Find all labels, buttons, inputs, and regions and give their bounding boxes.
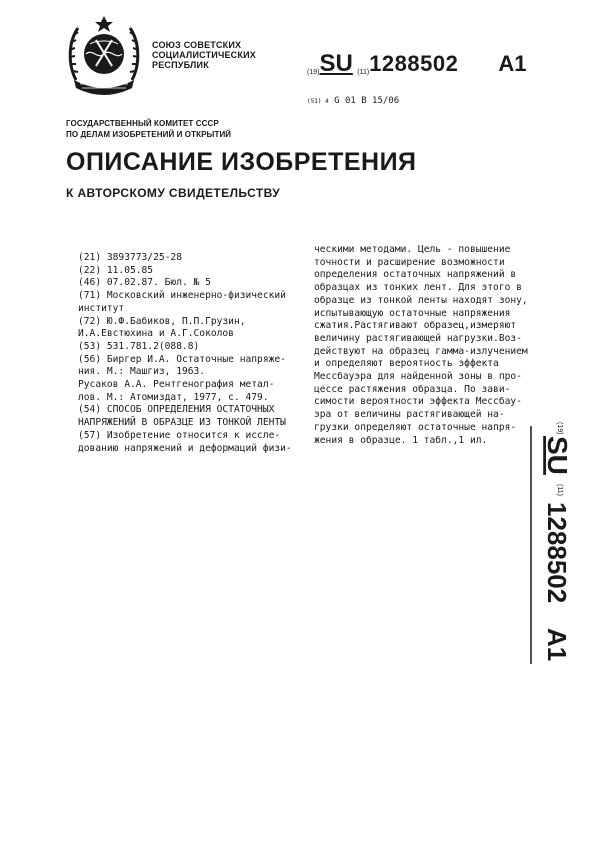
column-line: симости вероятности эффекта Мессбау- <box>314 396 522 408</box>
column-line: (71) Московский инженерно-физический <box>78 290 286 302</box>
country-name-line: СОЦИАЛИСТИЧЕСКИХ <box>152 50 256 60</box>
column-line: (21) 3893773/25-28 <box>78 252 182 263</box>
country-code-label: (19) <box>307 69 320 76</box>
column-line: определения остаточных напряжений в <box>314 269 517 281</box>
document-kind: A1 <box>498 51 527 76</box>
country-code: SU <box>319 50 353 77</box>
column-line: величину растягивающей нагрузки.Воз- <box>314 332 522 344</box>
ipc-code-label: (51) 4 <box>307 98 329 105</box>
column-line: (53) 531.781.2(088.8) <box>78 340 200 352</box>
country-name-line: РЕСПУБЛИК <box>152 60 209 70</box>
country-name <box>152 40 256 70</box>
document-title: ОПИСАНИЕ ИЗОБРЕТЕНИЯ <box>66 148 417 176</box>
column-line: грузки определяют остаточные напря- <box>314 421 517 433</box>
committee-name <box>66 118 231 140</box>
column-line: жения в образце. 1 табл.,1 ил. <box>314 434 488 446</box>
column-line: (57) Изобретение относится к иссле- <box>78 429 281 441</box>
column-line: ния. М.: Машгиз, 1963. <box>78 366 206 378</box>
column-line: И.А.Евстюхина и А.Г.Соколов <box>78 328 234 340</box>
state-emblem-icon <box>66 10 142 96</box>
column-line: (72) Ю.Ф.Бабиков, П.П.Грузин, <box>78 315 246 327</box>
column-line: институт <box>78 302 125 314</box>
side-country-code: SU <box>542 436 573 475</box>
column-line: Русаков А.А. Рентгенография метал- <box>78 379 275 391</box>
committee-line: ГОСУДАРСТВЕННЫЙ КОМИТЕТ СССР <box>66 119 219 128</box>
column-line: (22) 11.05.85 <box>78 264 154 276</box>
ipc-classification <box>307 96 399 106</box>
column-line: и определяют вероятность эффекта <box>314 358 499 370</box>
number-code-label: (11) <box>357 69 370 76</box>
column-line: (54) СПОСОБ ОПРЕДЕЛЕНИЯ ОСТАТОЧНЫХ <box>78 404 275 416</box>
abstract-column <box>314 244 528 447</box>
column-line: (46) 07.02.87. Бюл. № 5 <box>78 277 211 289</box>
side-document-kind: A1 <box>542 628 572 662</box>
side-country-code-label: (19) <box>556 422 563 435</box>
side-publication-mark <box>528 420 578 670</box>
ipc-class: G 01 B 15/06 <box>334 96 400 106</box>
committee-line: ПО ДЕЛАМ ИЗОБРЕТЕНИЙ И ОТКРЫТИЙ <box>66 130 232 139</box>
publication-number <box>307 50 526 78</box>
column-line: точности и расширение возможности <box>314 256 505 268</box>
column-line: действуют на образец гамма-излучением <box>314 345 528 357</box>
country-name-line: СОЮЗ СОВЕТСКИХ <box>152 40 242 50</box>
patent-number: 1288502 <box>369 51 459 76</box>
side-number-code-label: (11) <box>556 484 563 496</box>
column-line: лов. М.: Атомиздат, 1977, с. 479. <box>78 391 269 403</box>
bibliographic-column <box>78 252 292 455</box>
column-line: цессе растяжения образца. По зави- <box>314 383 511 395</box>
column-line: образцах из тонких лент. Для этого в <box>314 282 522 294</box>
column-line: испытывающую остаточные напряжения <box>314 307 511 319</box>
document-subtitle: К АВТОРСКОМУ СВИДЕТЕЛЬСТВУ <box>66 186 281 200</box>
column-line: эра от величины растягивающей на- <box>314 409 505 421</box>
side-patent-number: 1288502 <box>542 502 572 604</box>
column-line: Мессбауэра для найденной зоны в про- <box>314 371 522 383</box>
column-line: (56) Биргер И.А. Остаточные напряже- <box>78 353 286 365</box>
column-line: сжатия.Растягивают образец,измеряют <box>314 320 517 332</box>
column-line: ческими методами. Цель - повышение <box>314 244 511 255</box>
column-line: НАПРЯЖЕНИЙ В ОБРАЗЦЕ ИЗ ТОНКОЙ ЛЕНТЫ <box>78 417 286 429</box>
column-line: дованию напряжений и деформаций физи- <box>78 442 292 454</box>
column-line: образце из тонкой ленты находят зону, <box>314 294 528 306</box>
